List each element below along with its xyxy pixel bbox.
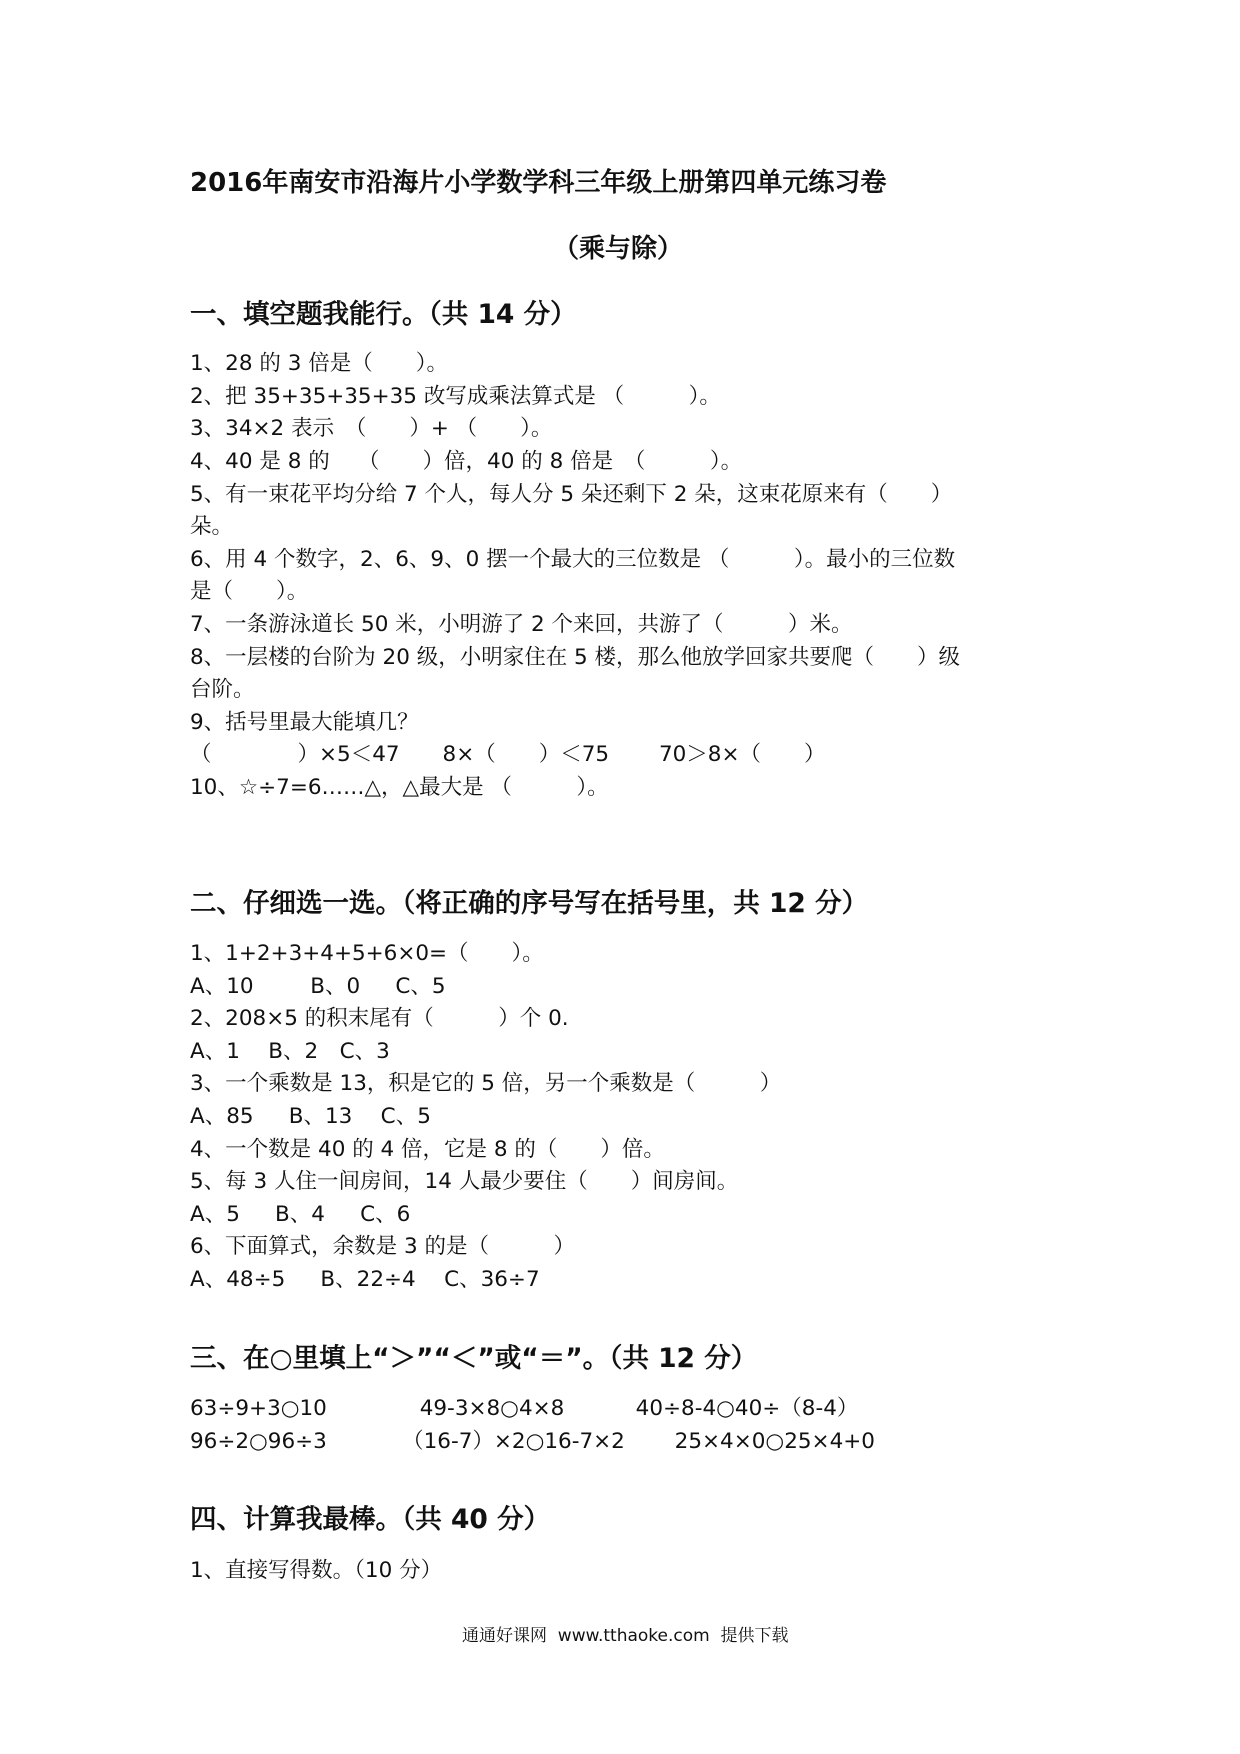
question-line: 3、一个乘数是 13，积是它的 5 倍，另一个乘数是（ ） <box>190 1071 782 1096</box>
question-line: 2、208×5 的积末尾有（ ）个 0. <box>190 1006 569 1031</box>
question-line: A、48÷5 B、22÷4 C、36÷7 <box>190 1267 540 1292</box>
question-line: 2、把 35+35+35+35 改写成乘法算式是 （ ）。 <box>190 384 721 409</box>
question-line: 7、一条游泳道长 50 米，小明游了 2 个来回，共游了（ ）米。 <box>190 612 853 637</box>
question-line: 3、34×2 表示 （ ）+ （ ）。 <box>190 416 553 441</box>
question-line: 1、直接写得数。（10 分） <box>190 1558 443 1583</box>
question-line: 1、1+2+3+4+5+6×0=（ ）。 <box>190 941 544 966</box>
question-line: 5、每 3 人住一间房间，14 人最少要住（ ）间房间。 <box>190 1169 739 1194</box>
question-line: （ ）×5＜47 8×（ ）＜75 70＞8×（ ） <box>190 742 826 767</box>
question-line: A、1 B、2 C、3 <box>190 1039 390 1064</box>
question-line: A、5 B、4 C、6 <box>190 1202 411 1227</box>
question-line: 台阶。 <box>190 677 255 702</box>
section-heading: 二、仔细选一选。（将正确的序号写在括号里，共 12 分） <box>190 888 869 919</box>
question-line: 朵。 <box>190 514 234 539</box>
section-heading: 三、在○里填上“＞”“＜”或“＝”。（共 12 分） <box>190 1343 758 1374</box>
question-line: 96÷2○96÷3 （16-7）×2○16-7×2 25×4×0○25×4+0 <box>190 1429 875 1454</box>
question-line: A、10 B、0 C、5 <box>190 974 446 999</box>
section-heading: 四、计算我最棒。（共 40 分） <box>190 1504 551 1535</box>
question-line: 63÷9+3○10 49-3×8○4×8 40÷8-4○40÷（8-4） <box>190 1396 859 1421</box>
question-line: 4、40 是 8 的 （ ）倍，40 的 8 倍是 （ ）。 <box>190 449 743 474</box>
section-heading: 一、填空题我能行。（共 14 分） <box>190 299 577 330</box>
question-line: A、85 B、13 C、5 <box>190 1104 431 1129</box>
question-line: 4、一个数是 40 的 4 倍，它是 8 的（ ）倍。 <box>190 1137 665 1162</box>
document-title: 2016年南安市沿海片小学数学科三年级上册第四单元练习卷 <box>190 168 887 198</box>
question-line: 1、28 的 3 倍是（ ）。 <box>190 351 448 376</box>
question-line: 9、括号里最大能填几？ <box>190 710 419 735</box>
question-line: 5、有一束花平均分给 7 个人，每人分 5 朵还剩下 2 朵，这束花原来有（ ） <box>190 482 953 507</box>
question-line: 6、用 4 个数字，2、6、9、0 摆一个最大的三位数是 （ ）。最小的三位数 <box>190 547 956 572</box>
question-line: 8、一层楼的台阶为 20 级，小明家住在 5 楼，那么他放学回家共要爬（ ）级 <box>190 645 961 670</box>
document-subtitle: （乘与除） <box>553 234 684 264</box>
question-line: 10、☆÷7=6……△，△最大是 （ ）。 <box>190 775 609 800</box>
page-footer: 通通好课网 www.tthaoke.com 提供下载 <box>462 1626 789 1646</box>
question-line: 6、下面算式，余数是 3 的是（ ） <box>190 1234 576 1259</box>
question-line: 是（ ）。 <box>190 579 309 604</box>
